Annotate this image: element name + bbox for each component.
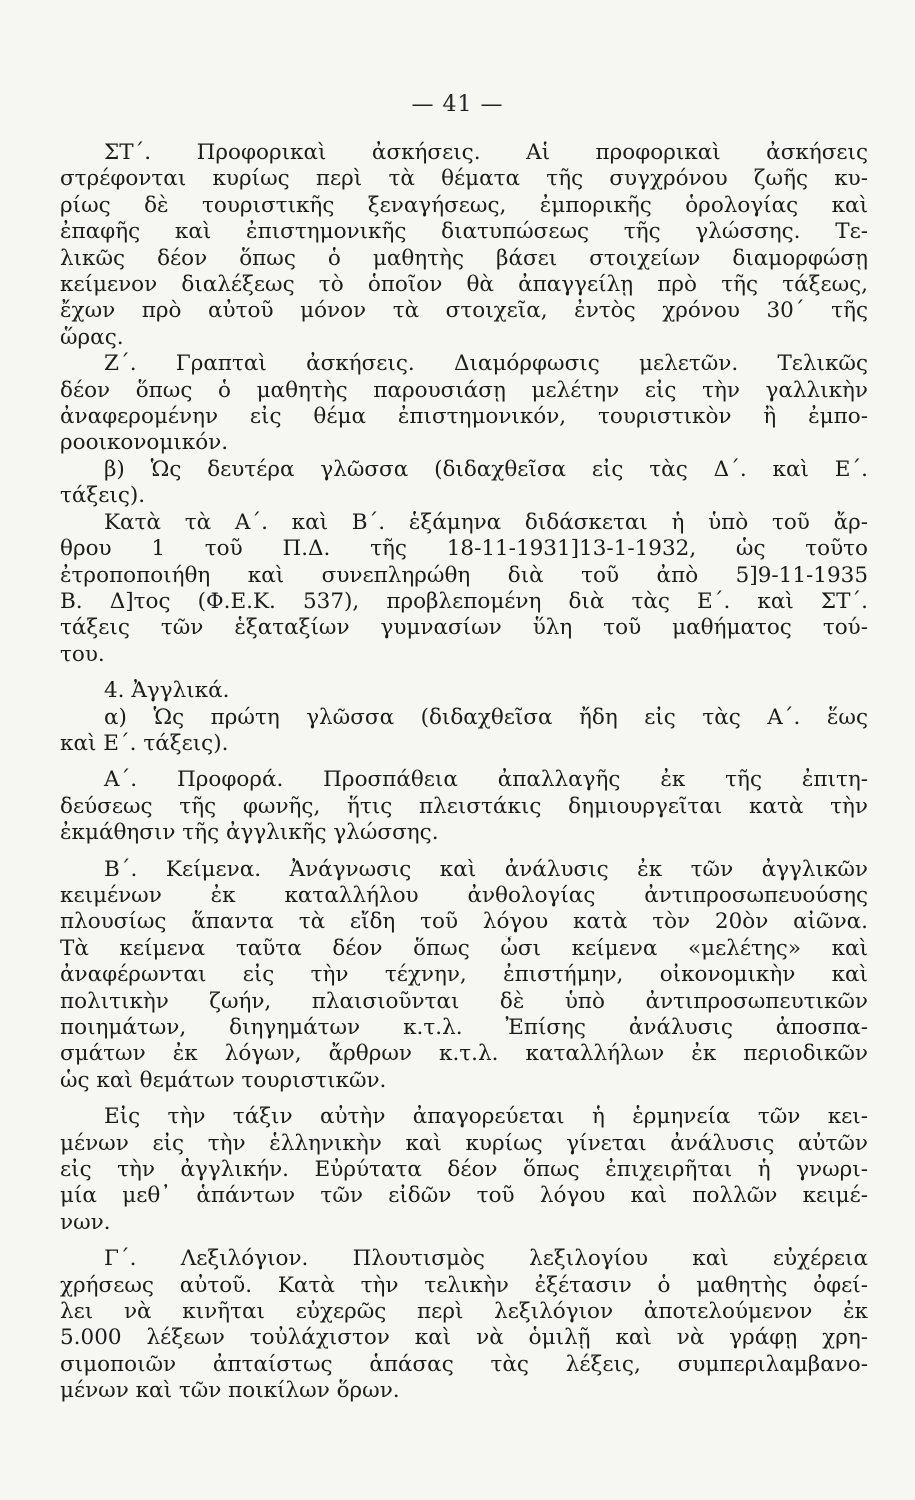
text-line: κειμένων ἐκ καταλλήλου ἀνθολογίας ἀντιπροσωπευούσης — [60, 882, 868, 908]
paragraph-vocabulary — [60, 1246, 868, 1404]
spacer — [60, 668, 868, 678]
text-line: σιμοποιῶν ἀπταίστως ἁπάσας τὰς λέξεις, συμπεριλαμβανο- — [60, 1351, 868, 1377]
text-line: ΣΤ΄. Προφορικαὶ ἀσκήσεις. Αἱ προφορικαὶ ἀσκήσεις — [104, 140, 868, 165]
text-line: ἔχων πρὸ αὐτοῦ μόνον τὰ στοιχεῖα, ἐντὸς χρόνου 30΄ τῆς — [60, 298, 868, 324]
text-line: μένων εἰς τὴν ἑλληνικὴν καὶ κυρίως γίνεται ἀνάλυσις αὐτῶν — [60, 1130, 868, 1156]
text-line: ὥρας. — [60, 324, 124, 350]
text-line: ἐκμάθησιν τῆς ἀγγλικῆς γλώσσης. — [60, 820, 439, 846]
paragraph-pronunciation — [60, 767, 868, 846]
paragraph-semesters — [60, 510, 868, 668]
text-line: Εἰς τὴν τάξιν αὐτὴν ἀπαγορεύεται ἡ ἑρμηνεία τῶν κει- — [104, 1104, 868, 1130]
text-line: τάξεις τῶν ἑξαταξίων γυμνασίων ὕλη τοῦ μαθήματος τού- — [60, 615, 868, 641]
text-line: μία μεθ᾽ ἁπάντων τῶν εἰδῶν τοῦ λόγου καὶ πολλῶν κειμέ- — [60, 1183, 868, 1209]
paragraph-first-language — [60, 705, 868, 758]
text-line: ποιημάτων, διηγημάτων κ.τ.λ. Ἐπίσης ἀνάλυσις ἀποσπα- — [60, 1015, 868, 1040]
paragraph-texts — [60, 857, 868, 1095]
text-line: πλουσίως ἅπαντα τὰ εἴδη τοῦ λόγου κατὰ τὸν 20ὸν αἰῶνα. — [60, 909, 868, 935]
text-line: μένων καὶ τῶν ποικίλων ὅρων. — [60, 1378, 400, 1404]
text-line: Β΄. Κείμενα. Ἀνάγνωσις καὶ ἀνάλυσις ἐκ τῶν ἀγγλικῶν — [104, 856, 868, 882]
text-line: Ζ΄. Γραπταὶ ἀσκήσεις. Διαμόρφωσις μελετῶν. Τελικῶς — [104, 351, 868, 377]
text-line: Γ΄. Λεξιλόγιον. Πλουτισμὸς λεξιλογίου καὶ εὐχέρεια — [104, 1246, 868, 1272]
section-heading: 4. Ἀγγλικά. — [104, 678, 230, 704]
text-line: Α΄. Προφορά. Προσπάθεια ἀπαλλαγῆς ἐκ τῆς ἐπιτη- — [104, 767, 868, 793]
text-line: α) Ὡς πρώτη γλῶσσα (διδαχθεῖσα ἤδη εἰς τὰς Α΄. ἕως — [104, 704, 868, 730]
text-line: στρέφονται κυρίως περὶ τὰ θέματα τῆς συγχρόνου ζωῆς κυ- — [60, 166, 868, 192]
text-line: ἀναφερομένην εἰς θέμα ἐπιστημονικόν, τουριστικὸν ἢ ἐμπο- — [60, 404, 868, 430]
text-line: ἐτροποποιήθη καὶ συνεπληρώθη διὰ τοῦ ἀπὸ 5]9-11-1935 — [60, 562, 868, 588]
text-line: Τὰ κείμενα ταῦτα δέον ὅπως ὦσι κείμενα «μελέτης» καὶ — [60, 935, 868, 961]
body-text — [60, 140, 868, 1405]
text-line: σμάτων ἐκ λόγων, ἄρθρων κ.τ.λ. καταλλήλων ἐκ περιοδικῶν — [60, 1041, 868, 1067]
text-line: χρήσεως αὐτοῦ. Κατὰ τὴν τελικὴν ἐξέτασιν ὁ μαθητὴς ὀφεί- — [60, 1272, 868, 1298]
text-line: καὶ Ε΄. τάξεις). — [60, 730, 229, 756]
text-line: λικῶς δέον ὅπως ὁ μαθητὴς βάσει στοιχείων διαμορφώσῃ — [60, 245, 868, 271]
text-line: ἀναφέρωνται εἰς τὴν τέχνην, ἐπιστήμην, οἰκονομικὴν καὶ — [60, 962, 868, 988]
text-line: πολιτικὴν ζωήν, πλαισιοῦνται δὲ ὑπὸ ἀντιπροσωπευτικῶν — [60, 988, 868, 1014]
text-line: νων. — [60, 1209, 111, 1235]
section-heading-english — [60, 678, 868, 704]
text-line: λει νὰ κινῆται εὐχερῶς περὶ λεξιλόγιον ἀποτελούμενον ἐκ — [60, 1299, 868, 1325]
page-number: — 41 — — [411, 92, 504, 117]
text-line: τάξεις). — [60, 483, 146, 509]
spacer — [60, 1236, 868, 1246]
paragraph-class-rule — [60, 1104, 868, 1236]
paragraph-oral-exercises — [60, 140, 868, 351]
spacer — [60, 1094, 868, 1104]
paragraph-second-language — [60, 457, 868, 510]
text-line: δεύσεως τῆς φωνῆς, ἥτις πλειστάκις δημιουργεῖται κατὰ τὴν — [60, 793, 868, 819]
paragraph-written-exercises — [60, 351, 868, 457]
text-line: Β. Δ]τος (Φ.Ε.Κ. 537), προβλεπομένη διὰ τὰς Ε΄. καὶ ΣΤ΄. — [60, 588, 868, 614]
text-line: ὡς καὶ θεμάτων τουριστικῶν. — [60, 1067, 387, 1093]
text-line: ρίως δὲ τουριστικῆς ξεναγήσεως, ἐμπορικῆς ὁρολογίας καὶ — [60, 192, 868, 218]
text-line: ροοικονομικόν. — [60, 430, 229, 456]
text-line: εἰς τὴν ἀγγλικήν. Εὐρύτατα δέον ὅπως ἐπιχειρῆται ἡ γνωρι- — [60, 1157, 868, 1183]
text-line: β) Ὡς δευτέρα γλῶσσα (διδαχθεῖσα εἰς τὰς Δ΄. καὶ Ε΄. — [104, 456, 868, 482]
text-line: θρου 1 τοῦ Π.Δ. τῆς 18-11-1931]13-1-1932, ὡς τοῦτο — [60, 536, 868, 562]
text-line: δέον ὅπως ὁ μαθητὴς παρουσιάσῃ μελέτην εἰς τὴν γαλλικὴν — [60, 377, 868, 403]
spacer — [60, 757, 868, 767]
text-line: κείμενον διαλέξεως τὸ ὁποῖον θὰ ἀπαγγείλῃ πρὸ τῆς τάξεως, — [60, 272, 868, 298]
text-line: ἐπαφῆς καὶ ἐπιστημονικῆς διατυπώσεως τῆς γλώσσης. Τε- — [60, 219, 868, 245]
text-line: 5.000 λέξεων τοὐλάχιστον καὶ νὰ ὁμιλῇ καὶ νὰ γράφῃ χρη- — [60, 1325, 868, 1351]
text-line: Κατὰ τὰ Α΄. καὶ Β΄. ἑξάμηνα διδάσκεται ἡ ὑπὸ τοῦ ἄρ- — [104, 509, 868, 535]
spacer — [60, 847, 868, 857]
text-line: του. — [60, 641, 105, 667]
